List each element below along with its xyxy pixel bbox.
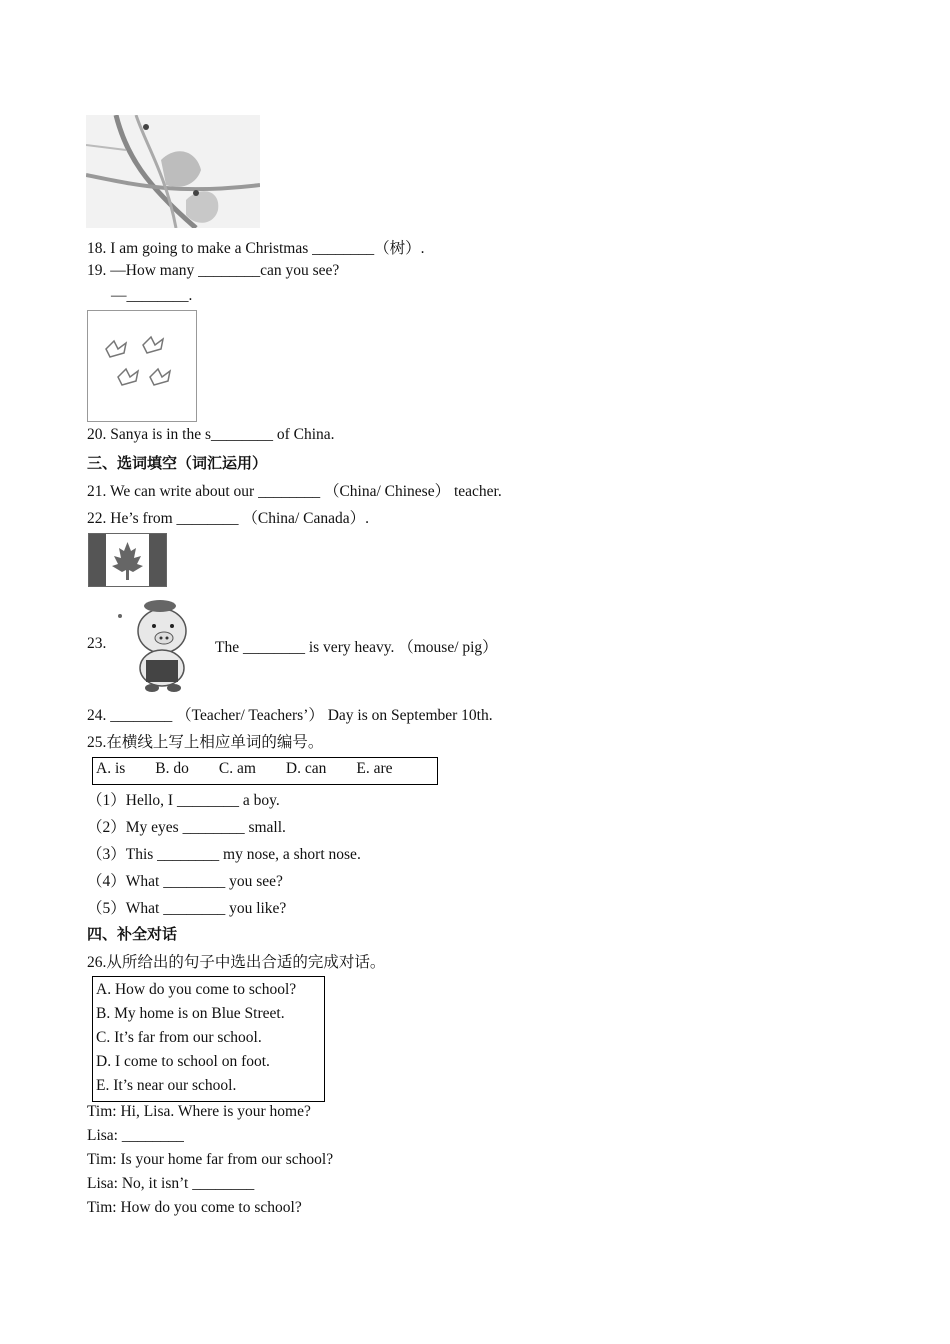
question-25-title: 25.在横线上写上相应单词的编号。 (87, 734, 324, 751)
question-20: 20. Sanya is in the s________ of China. (87, 426, 335, 443)
q25-option-c: C. am (218, 760, 256, 777)
question-19-line2: —________. (111, 287, 193, 304)
dialogue-line-5: Tim: How do you come to school? (87, 1199, 302, 1216)
section-4-title: 四、补全对话 (87, 925, 178, 943)
q26-options-box (92, 976, 325, 1102)
q25-item-5: （5）What ________ you like? (87, 900, 287, 917)
dialogue-line-1: Tim: Hi, Lisa. Where is your home? (87, 1103, 311, 1120)
q26-option-b: B. My home is on Blue Street. (96, 1005, 285, 1022)
map-image (86, 115, 260, 228)
q25-option-a: A. is (96, 760, 126, 777)
dialogue-line-2: Lisa: ________ (87, 1127, 184, 1144)
q25-option-e: E. are (356, 760, 393, 777)
q25-item-4: （4）What ________ you see? (87, 873, 283, 890)
q26-option-a: A. How do you come to school? (96, 981, 297, 998)
q25-options-box (92, 757, 438, 785)
q25-item-1: （1）Hello, I ________ a boy. (87, 792, 280, 809)
question-24: 24. ________ （Teacher/ Teachers’） Day is on September 10th. (87, 707, 493, 724)
q25-item-3: （3）This ________ my nose, a short nose. (87, 846, 361, 863)
question-18: 18. I am going to make a Christmas ________（树）. (87, 240, 425, 257)
q26-option-d: D. I come to school on foot. (96, 1053, 270, 1070)
question-21: 21. We can write about our ________ （China/ Chinese） teacher. (87, 483, 502, 500)
q25-option-b: B. do (155, 760, 189, 777)
q25-option-d: D. can (285, 760, 327, 777)
canada-flag-image (88, 533, 167, 587)
question-19-line1: 19. —How many ________can you see? (87, 262, 340, 279)
question-23: The ________ is very heavy. （mouse/ pig） (215, 639, 498, 656)
section-3-title: 三、选词填空（词汇运用） (87, 454, 268, 472)
dialogue-line-3: Tim: Is your home far from our school? (87, 1151, 334, 1168)
q25-item-2: （2）My eyes ________ small. (87, 819, 286, 836)
birds-image (87, 310, 197, 422)
q26-option-c: C. It’s far from our school. (96, 1029, 262, 1046)
question-23-number: 23. (87, 635, 107, 652)
q26-option-e: E. It’s near our school. (96, 1077, 237, 1094)
pig-image (112, 596, 204, 694)
question-22: 22. He’s from ________ （China/ Canada）. (87, 510, 369, 527)
dialogue-line-4: Lisa: No, it isn’t ________ (87, 1175, 255, 1192)
question-26-title: 26.从所给出的句子中选出合适的完成对话。 (87, 954, 386, 971)
